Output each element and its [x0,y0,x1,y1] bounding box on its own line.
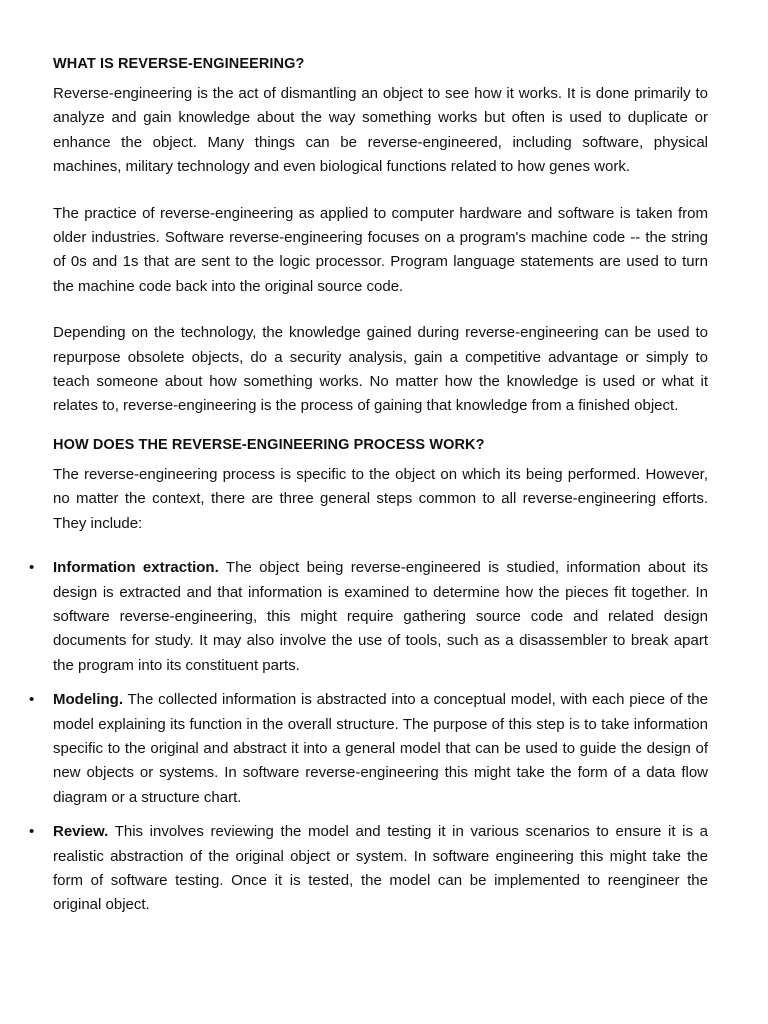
bullet-icon: • [29,691,35,709]
paragraph-definition: Reverse-engineering is the act of dismantling an object to see how it works. It is done primarily to analyze and gain knowledge about the way something works but often is used to duplicate or enhance the object. Many things can be reverse-engineered, including software, physical machines, military technology and even biological functions related to how genes work. [53,85,708,176]
list-item-information-extraction [29,556,708,678]
bullet-icon: • [29,823,35,841]
document-page [29,52,708,918]
list-item-review [29,820,708,918]
paragraph-process-intro: The reverse-engineering process is specific to the object on which its being performed. However, no matter the context, there are three general steps common to all reverse-engineering efforts. They include: [53,465,708,532]
steps-list [29,556,708,918]
step-term: Review. [53,823,109,841]
step-term: Modeling. [53,691,123,709]
paragraph-practice: The practice of reverse-engineering as applied to computer hardware and software is taken from older industries. Software reverse-engineering focuses on a program's machine code -- the string of 0s and 1s that are sent to the logic processor. Program language statements are used to turn the machine code back into the original source code. [53,204,708,295]
step-text: The collected information is abstracted into a conceptual model, with each piece of the model explaining its function in the overall structure. The purpose of this step is to take information specific to the original and abstract it into a general model that can be used to guide the design of new objects or systems. In software reverse-engineering this might take the form of a data flow diagram or a structure chart. [53,691,708,806]
section-heading-how-does: HOW DOES THE REVERSE-ENGINEERING PROCESS WORK? [53,436,485,453]
step-text: The object being reverse-engineered is studied, information about its design is extracted and that information is examined to determine how the pieces fit together. In software reverse-engineering, this might require gathering source code and related design documents for study. It may also involve the use of tools, such as a disassembler to break apart the program into its constituent parts. [53,559,708,674]
bullet-icon: • [29,559,35,577]
step-text: This involves reviewing the model and testing it in various scenarios to ensure it is a realistic abstraction of the original object or system. In software engineering this might take the form of software testing. Once it is tested, the model can be implemented to reengineer the original object. [53,823,708,914]
paragraph-knowledge: Depending on the technology, the knowledge gained during reverse-engineering can be used to repurpose obsolete objects, do a security analysis, gain a competitive advantage or simply to teach someone about how something works. No matter how the knowledge is used or what it relates to, reverse-engineering is the process of gaining that knowledge from a finished object. [53,324,708,415]
step-term: Information extraction. [53,559,219,577]
list-item-modeling [29,688,708,810]
section-heading-what-is: WHAT IS REVERSE-ENGINEERING? [53,56,305,72]
